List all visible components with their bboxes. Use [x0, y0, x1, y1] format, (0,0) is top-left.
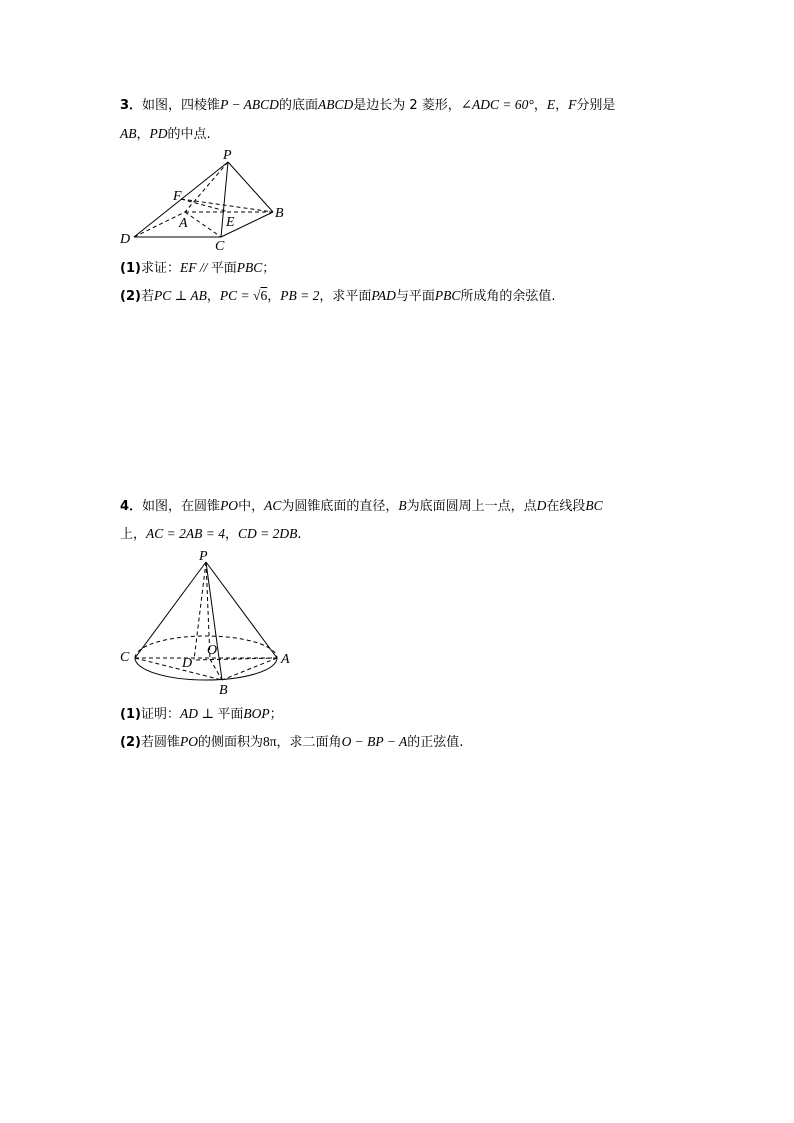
p4-math: D	[536, 498, 547, 513]
sqrt-symbol: √	[253, 288, 261, 303]
q-text: ，求二面角	[276, 735, 342, 750]
q-text: 的侧面积为	[197, 735, 263, 750]
problem4-q2	[120, 732, 463, 753]
q-text: ，求平面	[319, 289, 372, 304]
base-back	[135, 636, 277, 658]
p4-math: BC	[585, 498, 603, 513]
q-text: 平面	[210, 261, 237, 276]
p3-text: 是边长为 2 菱形，	[353, 98, 461, 113]
q-text: 证明：	[140, 707, 180, 722]
p3-text: ，	[136, 127, 150, 142]
q-text: 若圆锥	[140, 735, 180, 750]
p4-text: ，	[224, 527, 238, 542]
p3-math-ab: AB	[120, 126, 137, 141]
label-d: D	[120, 232, 131, 247]
label-a: A	[179, 216, 188, 231]
problem3-q1	[120, 258, 275, 279]
label-e: E	[226, 215, 235, 230]
label-b: B	[275, 206, 284, 221]
p4-text: 上，	[120, 527, 147, 542]
problem4-line2	[120, 524, 302, 545]
q-text: ；	[269, 707, 283, 722]
p3-text: ，	[533, 98, 547, 113]
q-math: PC ⊥ AB	[153, 288, 207, 303]
p3-text: 分别是	[576, 98, 616, 113]
p4-math: B	[398, 498, 407, 513]
label-p: P	[223, 148, 232, 163]
p4-math: AC	[264, 498, 282, 513]
p3-math-angle: ∠ADC = 60°	[460, 97, 534, 112]
q-text: 若	[140, 289, 154, 304]
q-math: O − BP − A	[341, 734, 408, 749]
q-math: EF //	[179, 260, 211, 275]
problem4-number: 4．	[120, 499, 143, 514]
edge-pa	[185, 162, 228, 212]
p4-text: 为底面圆周上一点，点	[406, 499, 537, 514]
p3-text: ，	[555, 98, 569, 113]
q-math: 8π	[262, 734, 277, 749]
q-text: 的正弦值.	[407, 735, 464, 750]
label-c: C	[215, 239, 225, 253]
q-math: 6	[260, 288, 268, 303]
p4-math: CD = 2DB	[238, 526, 298, 541]
q-math: PBC	[236, 260, 263, 275]
p4-text: 在线段	[546, 499, 586, 514]
q-math: PB = 2	[280, 288, 320, 303]
p3-text: 的中点.	[167, 127, 211, 142]
label-b: B	[219, 683, 228, 698]
p4-text: 如图，在圆锥	[142, 499, 221, 514]
q-math: PC =	[219, 288, 254, 303]
problem3-line2	[120, 124, 211, 145]
label-o: O	[207, 643, 218, 658]
label-d: D	[182, 656, 193, 671]
label-c: C	[120, 650, 130, 665]
q-number: (2)	[120, 289, 141, 304]
p4-text: 中，	[238, 499, 265, 514]
p3-math-pd: PD	[149, 126, 168, 141]
p3-text: 如图，四棱锥	[142, 98, 221, 113]
problem4-line1	[120, 496, 603, 517]
p3-math-e: E	[546, 97, 556, 112]
p4-math: PO	[220, 498, 239, 513]
problem3-figure	[115, 145, 290, 253]
problem4-figure	[115, 548, 300, 698]
p4-math: AC = 2AB = 4	[146, 526, 225, 541]
p3-text: 的底面	[278, 98, 318, 113]
edge-pc	[135, 562, 206, 658]
q-text: 求证：	[140, 261, 180, 276]
problem3-q2	[120, 286, 556, 307]
p4-text: .	[297, 527, 302, 542]
q-math: PAD	[371, 288, 396, 303]
q-text: 平面	[217, 707, 244, 722]
label-p: P	[199, 549, 208, 564]
q-text: 所成角的余弦值.	[460, 289, 556, 304]
q-text: ，	[206, 289, 220, 304]
edge-da	[134, 212, 185, 237]
edge-cb	[135, 658, 222, 680]
q-text: ，	[267, 289, 281, 304]
label-a: A	[281, 652, 290, 667]
p3-math-base: ABCD	[317, 97, 354, 112]
problem3-line1	[120, 95, 615, 116]
edge-fe	[181, 199, 229, 212]
p4-text: 为圆锥底面的直径，	[281, 499, 399, 514]
edge-pd	[194, 562, 206, 660]
edge-ab	[222, 658, 277, 680]
edge-pb	[228, 162, 273, 212]
q-math: PO	[179, 734, 198, 749]
q-number: (1)	[120, 261, 141, 276]
q-number: (2)	[120, 735, 141, 750]
q-math: PBC	[434, 288, 461, 303]
q-number: (1)	[120, 707, 141, 722]
p3-math-f: F	[568, 97, 577, 112]
label-f: F	[173, 189, 182, 204]
p3-math-pyramid: P − ABCD	[220, 97, 279, 112]
q-text: ；	[262, 261, 276, 276]
base-front	[135, 658, 277, 680]
problem4-q1	[120, 704, 283, 725]
q-text: 与平面	[395, 289, 435, 304]
q-math: BOP	[243, 706, 270, 721]
q-math: AD ⊥	[179, 706, 218, 721]
edge-ac	[185, 212, 221, 237]
problem3-number: 3．	[120, 98, 143, 113]
